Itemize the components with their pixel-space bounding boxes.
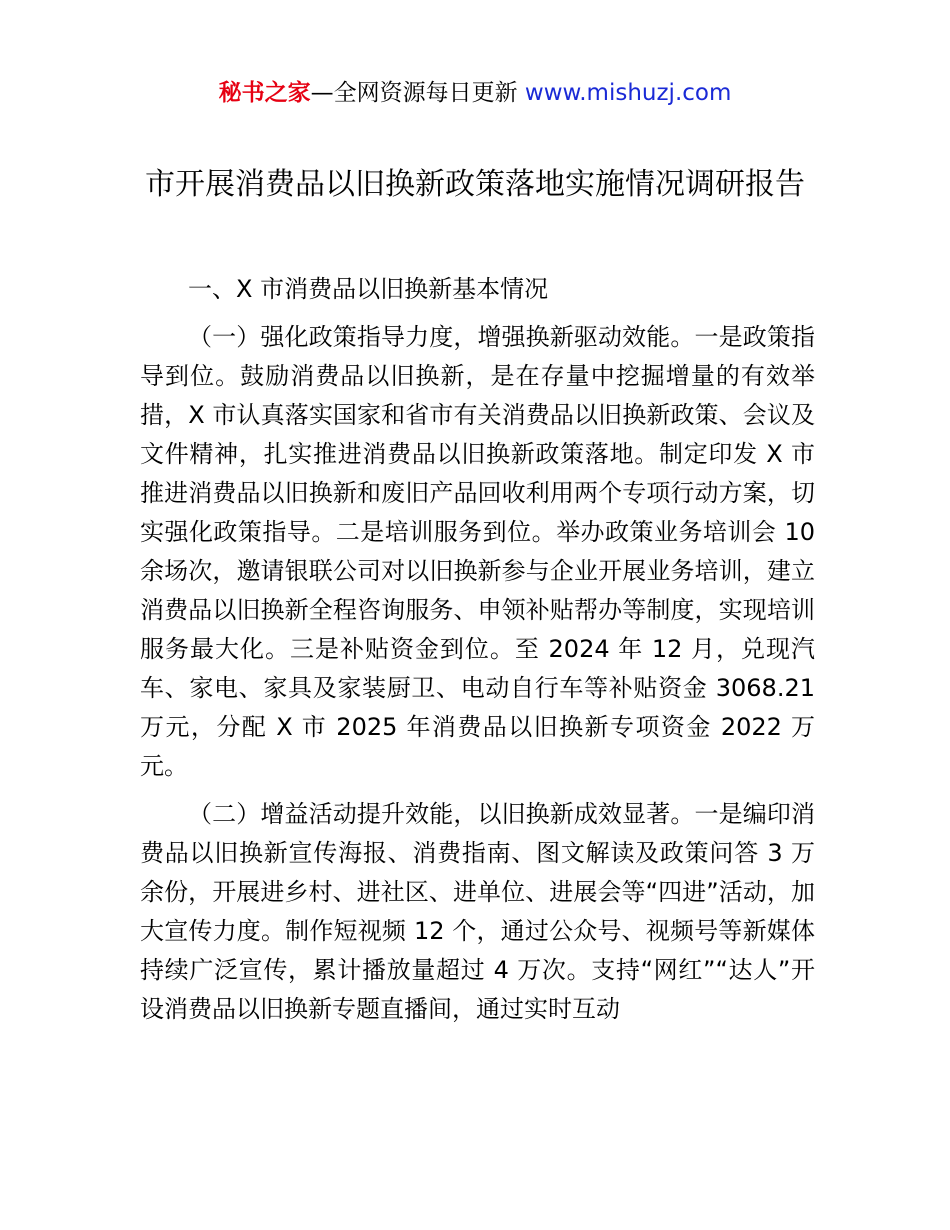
brand-name: 秘书之家 xyxy=(218,80,311,106)
document-title: 市开展消费品以旧换新政策落地实施情况调研报告 xyxy=(145,167,805,202)
document-body xyxy=(140,270,815,1038)
section-heading: 一、X 市消费品以旧换新基本情况 xyxy=(188,275,549,303)
header-tagline: —全网资源每日更新 xyxy=(310,80,525,106)
paragraph-2: （二）增益活动提升效能，以旧换新成效显著。一是编印消费品以旧换新宣传海报、消费指南、图文解读及政策问答 3 万余份，开展进乡村、进社区、进单位、进展会等“四进”活动，加大宣传力度。制作短视频 12 个，通过公众号、视频号等新媒体持续广泛宣传，累计播放量超过 4 万次。支持“网红”“达人”开设消费品以旧换新专题直播间，通过实时互动 xyxy=(140,800,815,1023)
paragraph-1: （一）强化政策指导力度，增强换新驱动效能。一是政策指导到位。鼓励消费品以旧换新，是在存量中挖掘增量的有效举措，X 市认真落实国家和省市有关消费品以旧换新政策、会议及文件精神，扎实推进消费品以旧换新政策落地。制定印发 X 市推进消费品以旧换新和废旧产品回收利用两个专项行动方案，切实强化政策指导。二是培训服务到位。举办政策业务培训会 10 余场次，邀请银联公司对以旧换新参与企业开展业务培训，建立消费品以旧换新全程咨询服务、申领补贴帮办等制度，实现培训服务最大化。三是补贴资金到位。至 2024 年 12 月，兑现汽车、家电、家具及家装厨卫、电动自行车等补贴资金 3068.21 万元，分配 X 市 2025 年消费品以旧换新专项资金 2022 万元。 xyxy=(140,323,815,780)
site-header xyxy=(0,78,950,108)
site-url-link[interactable]: www.mishuzj.com xyxy=(524,80,732,106)
